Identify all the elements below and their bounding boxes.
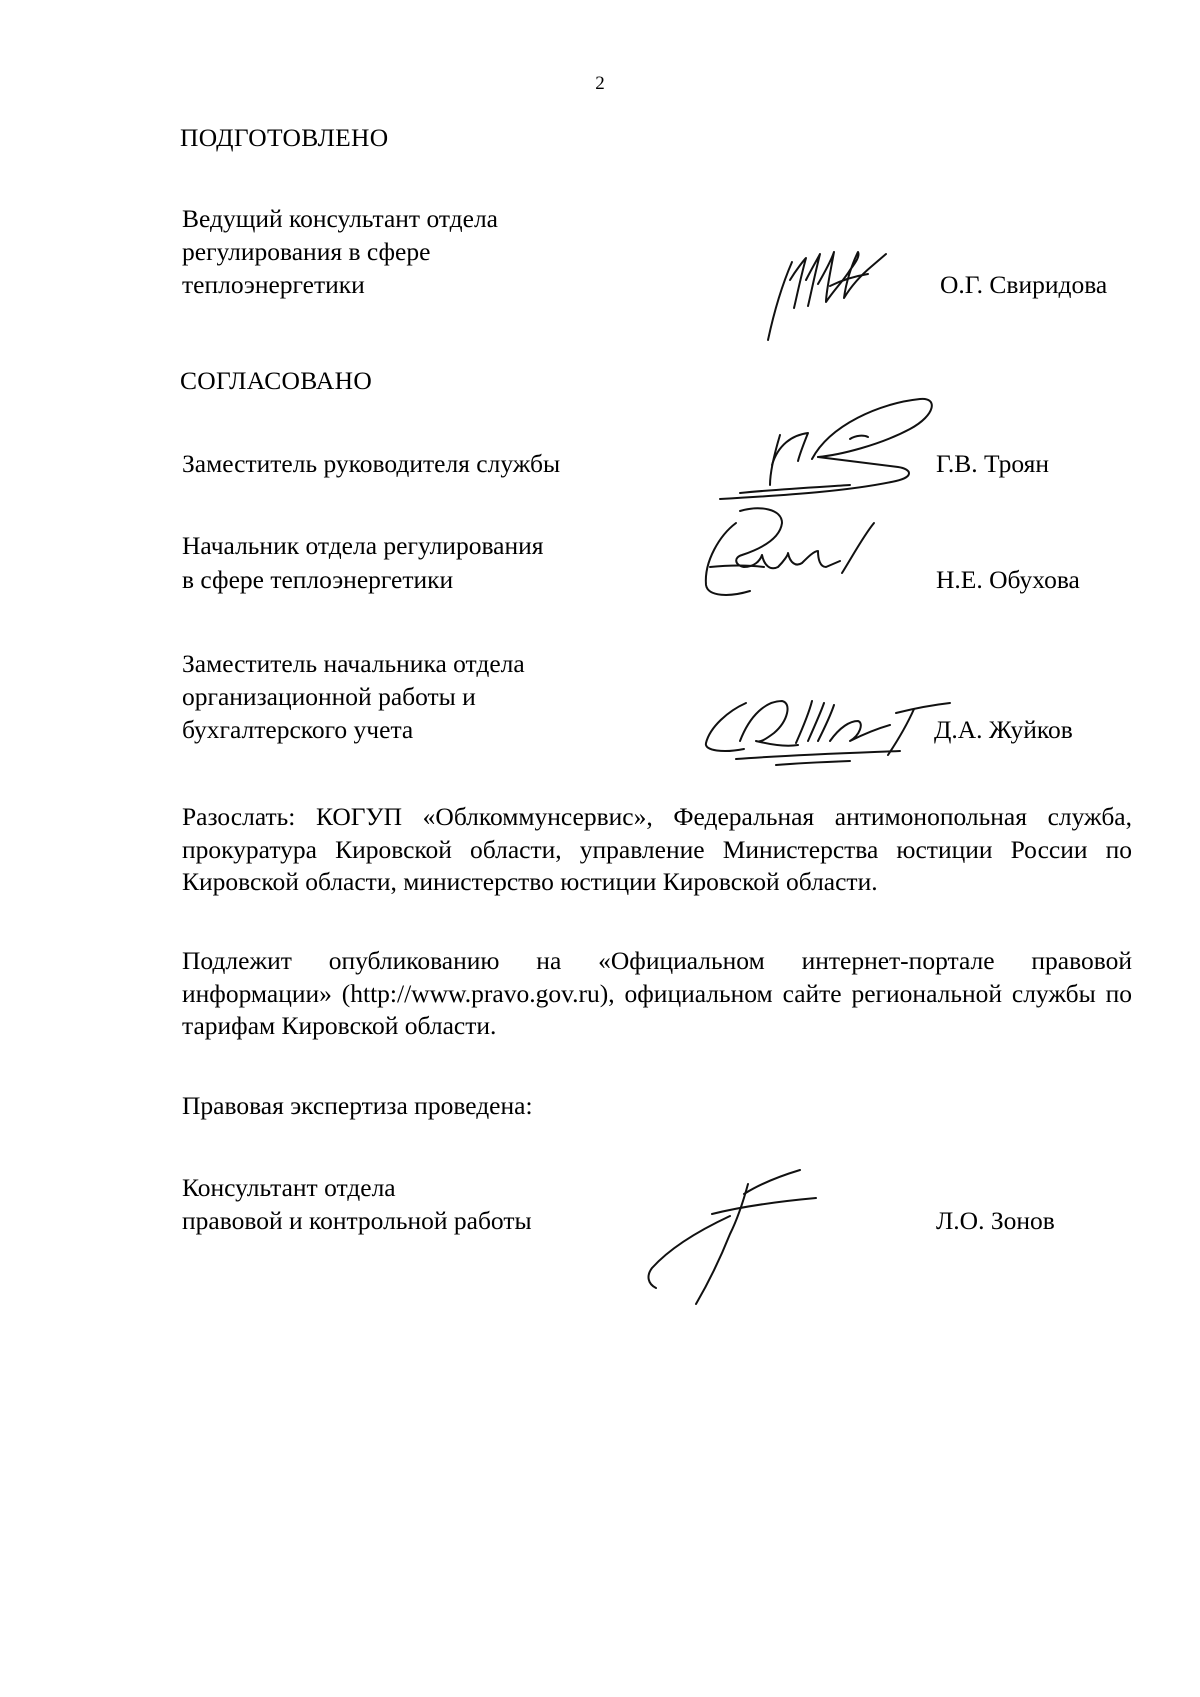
agreed-position-line: Начальник отдела регулирования — [182, 531, 544, 560]
prepared-heading: ПОДГОТОВЛЕНО — [180, 123, 389, 152]
agreed-position-line: в сфере теплоэнергетики — [182, 565, 454, 594]
legal-review-position-line: правовой и контрольной работы — [182, 1206, 532, 1235]
agreed-name: Д.А. Жуйков — [934, 715, 1073, 744]
signature-zonov — [640, 1160, 830, 1310]
publication-paragraph: Подлежит опубликованию на «Официальном интернет-портале правовой информации» (http://www.pravo.gov.ru), официальном сайте региональной службы по тарифам Кировской области. — [182, 946, 1132, 1040]
prepared-position-line: регулирования в сфере — [182, 237, 431, 266]
agreed-position-line: Заместитель начальника отдела — [182, 649, 525, 678]
legal-review-name: Л.О. Зонов — [936, 1206, 1055, 1235]
agreed-position-line: бухгалтерского учета — [182, 715, 414, 744]
page-number: 2 — [595, 73, 605, 94]
legal-review-heading: Правовая экспертиза проведена: — [182, 1091, 533, 1120]
signature-zhuykov — [700, 685, 960, 775]
agreed-position-line: Заместитель руководителя службы — [182, 449, 561, 478]
agreed-name: Г.В. Троян — [936, 449, 1049, 478]
legal-review-position-line: Консультант отдела — [182, 1173, 396, 1202]
agreed-position-line: организационной работы и — [182, 682, 476, 711]
agreed-name: Н.Е. Обухова — [936, 565, 1080, 594]
distribution-paragraph: Разослать: КОГУП «Облкоммунсервис», Федеральная антимонопольная служба, прокуратура Кировской области, управление Министерства юстиции России по Кировской области, министерство юстиции Кировской области. — [182, 802, 1132, 896]
signature-sviridova — [760, 240, 900, 350]
prepared-position-line: Ведущий консультант отдела — [182, 204, 498, 233]
agreed-heading: СОГЛАСОВАНО — [180, 366, 373, 395]
prepared-position-line: теплоэнергетики — [182, 270, 365, 299]
prepared-name: О.Г. Свиридова — [940, 270, 1108, 299]
signature-obukhova — [690, 505, 890, 605]
